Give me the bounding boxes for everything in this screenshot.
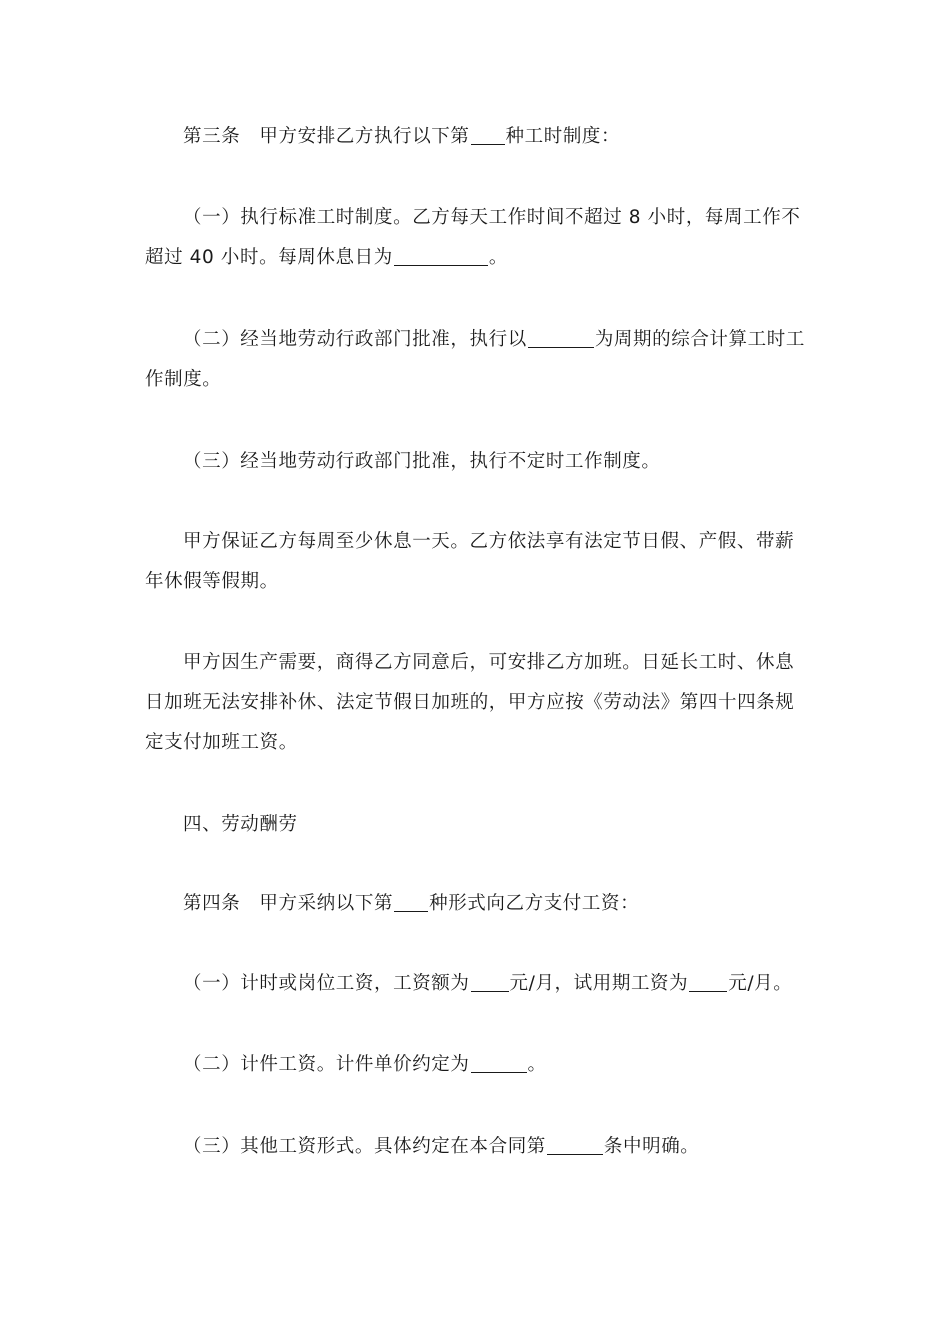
pay-1-paragraph (145, 964, 815, 1004)
pay-3-paragraph (145, 1127, 815, 1167)
overtime-paragraph (145, 643, 815, 763)
article-4-paragraph (145, 884, 815, 924)
pay-2-part-2: 。 (527, 1054, 547, 1075)
article-4-heading-end: 种形式向乙方支付工资： (429, 893, 640, 914)
item-1-paragraph (145, 198, 815, 278)
article-3-paragraph (145, 117, 815, 157)
blank-field (471, 973, 509, 992)
article-4-line (145, 884, 815, 924)
item-1-line-2-start: 超过 40 小时。每周休息日为 (145, 247, 393, 268)
article-4-heading: 第四条 甲方采纳以下第 (183, 893, 394, 914)
item-1-line-2-end: 。 (488, 247, 508, 268)
pay-1-line (145, 964, 815, 1004)
pay-1-part-3: 元/月。 (728, 973, 793, 994)
pay-2-part-1: （二）计件工资。计件单价约定为 (183, 1054, 470, 1075)
pay-2-paragraph (145, 1045, 815, 1085)
section-4-heading (145, 805, 815, 845)
overtime-line-2: 日加班无法安排补休、法定节假日加班的，甲方应按《劳动法》第四十四条规 (145, 692, 795, 713)
pay-1-part-1: （一）计时或岗位工资，工资额为 (183, 973, 470, 994)
item-2-line-1-start: （二）经当地劳动行政部门批准，执行以 (183, 329, 527, 350)
pay-2-line (145, 1045, 815, 1085)
blank-field (689, 973, 727, 992)
item-2-line-2: 作制度。 (145, 369, 222, 390)
article-3-heading: 第三条 甲方安排乙方执行以下第 (183, 126, 470, 147)
blank-field (394, 893, 428, 912)
overtime-line-3: 定支付加班工资。 (145, 732, 298, 753)
item-3-paragraph (145, 442, 815, 482)
item-1-line-2 (145, 238, 815, 278)
blank-field (471, 126, 505, 145)
item-2-paragraph (145, 320, 815, 400)
article-3-line (145, 117, 815, 157)
rest-line-1: 甲方保证乙方每周至少休息一天。乙方依法享有法定节日假、产假、带薪 (183, 531, 795, 552)
item-2-line-1 (145, 320, 815, 360)
blank-field (547, 1136, 603, 1155)
article-3-heading-end: 种工时制度： (505, 126, 621, 147)
pay-1-part-2: 元/月，试用期工资为 (509, 973, 689, 994)
pay-3-part-1: （三）其他工资形式。具体约定在本合同第 (183, 1136, 546, 1157)
pay-3-part-2: 条中明确。 (603, 1136, 700, 1157)
section-4-title: 四、劳动酬劳 (183, 814, 298, 835)
rest-paragraph (145, 522, 815, 602)
rest-line-2: 年休假等假期。 (145, 571, 279, 592)
item-1-line-1: （一）执行标准工时制度。乙方每天工作时间不超过 8 小时，每周工作不 (183, 207, 801, 228)
item-2-line-1-end: 为周期的综合计算工时工 (594, 329, 805, 350)
overtime-line-1: 甲方因生产需要，商得乙方同意后，可安排乙方加班。日延长工时、休息 (183, 652, 795, 673)
blank-field (471, 1054, 527, 1073)
blank-field (528, 329, 594, 348)
pay-3-line (145, 1127, 815, 1167)
blank-field (394, 247, 488, 266)
item-3-line-1: （三）经当地劳动行政部门批准，执行不定时工作制度。 (183, 451, 661, 472)
